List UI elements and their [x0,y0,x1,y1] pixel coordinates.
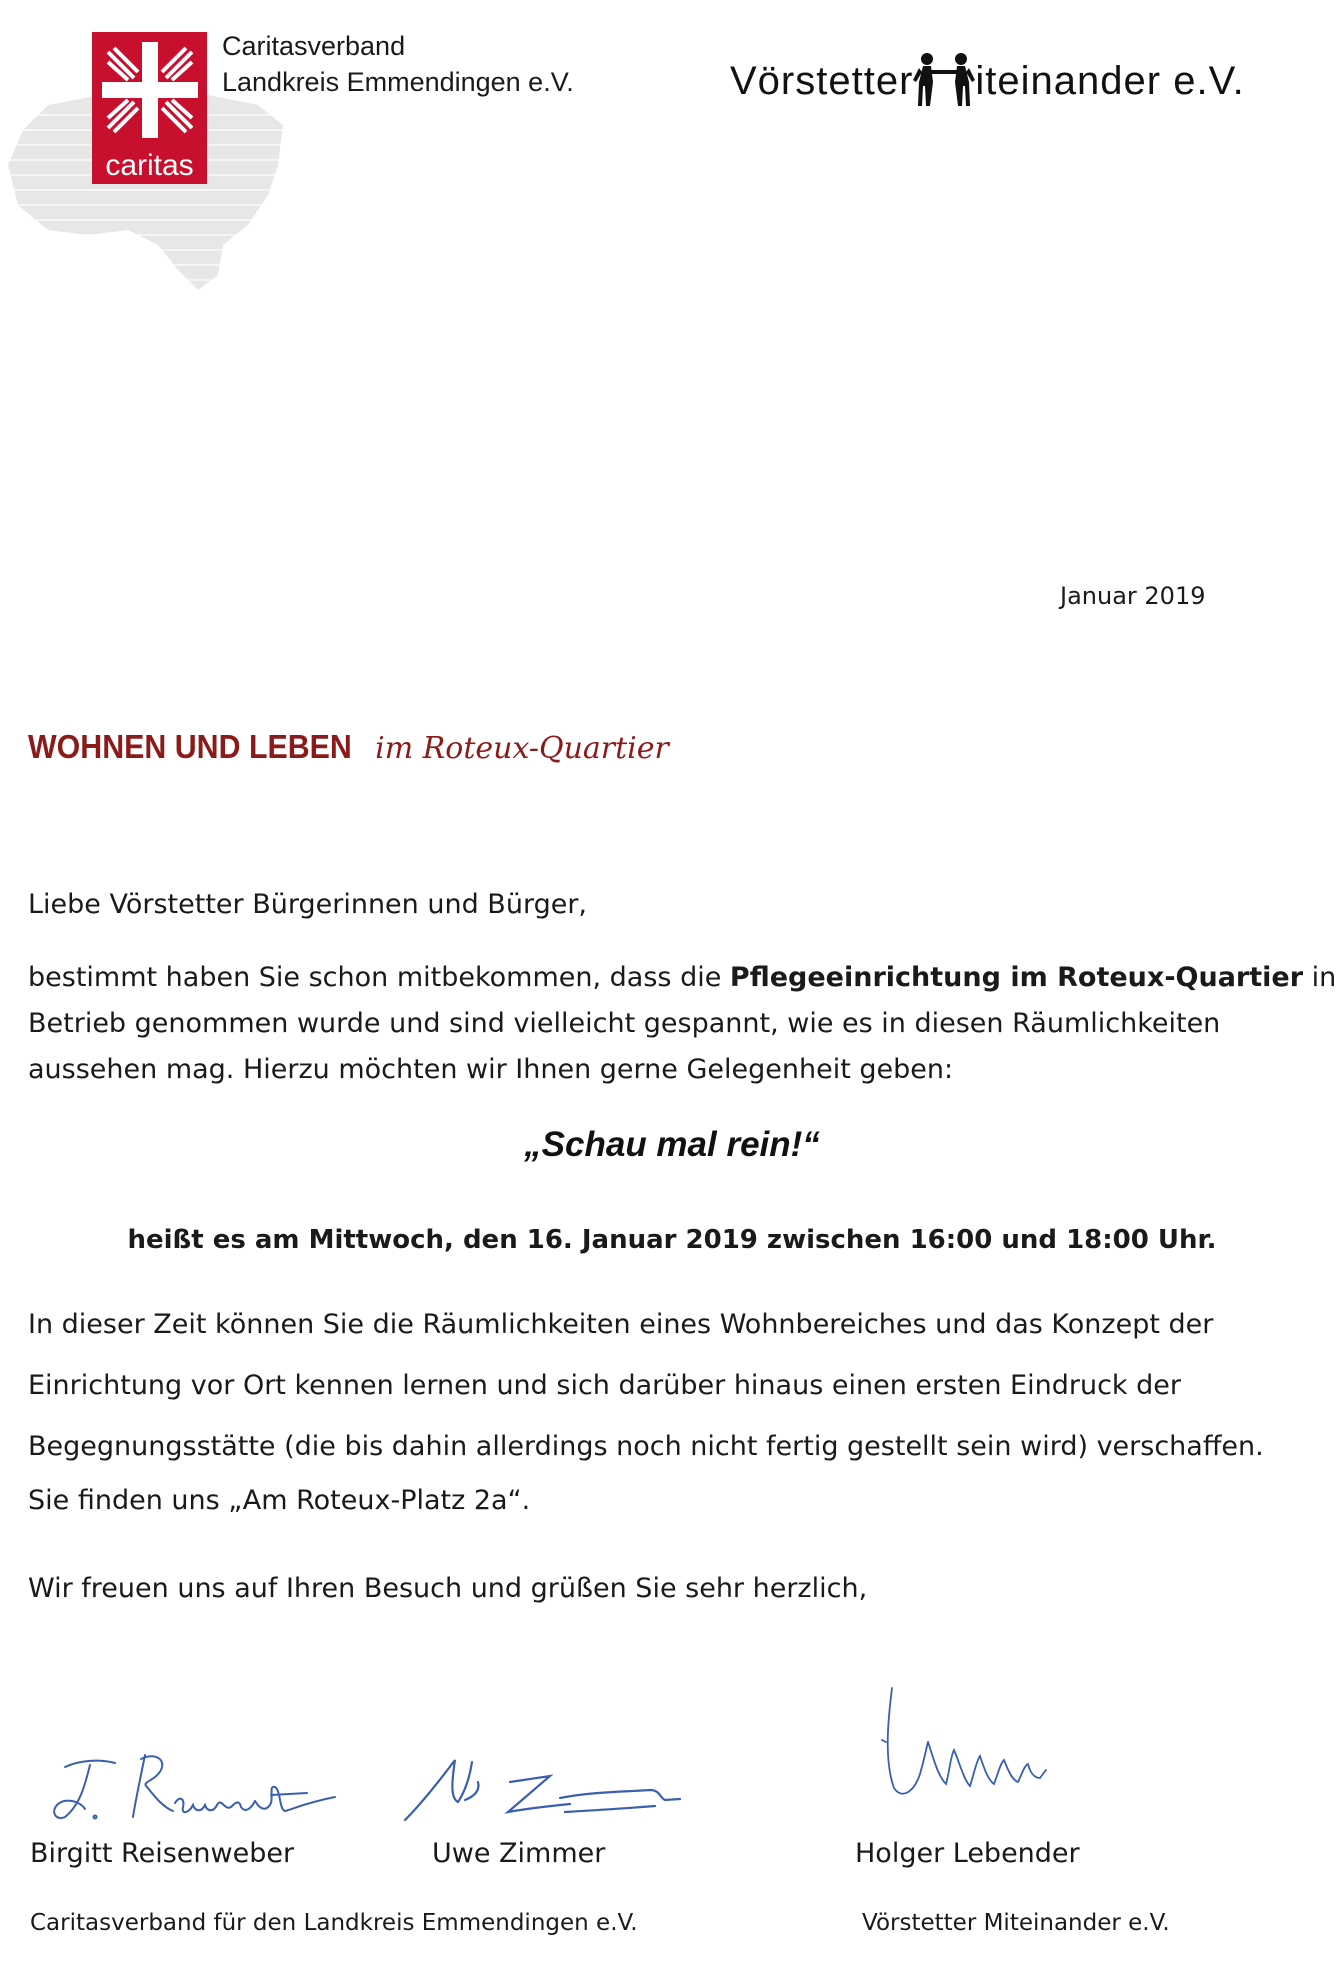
caritas-organization-name [222,28,574,100]
holding-hands-people-icon [913,52,975,108]
organization-caritas: Caritasverband für den Landkreis Emmendingen e.V. [30,1910,638,1936]
caritas-logo-word: caritas [105,149,194,182]
details-line3: Begegnungsstätte (die bis dahin allerdings noch nicht fertig gestellt sein wird) verschaffen. [28,1431,1264,1462]
caritas-org-line2: Landkreis Emmendingen e.V. [222,67,574,97]
details-line1: In dieser Zeit können Sie die Räumlichkeiten eines Wohnbereiches und das Konzept der [28,1309,1214,1340]
intro-bold-text: Pflegeeinrichtung im Roteux-Quartier [729,962,1304,993]
letter-date: Januar 2019 [1060,582,1206,610]
caritas-org-line1: Caritasverband [222,31,406,61]
event-address: Sie finden uns „Am Roteux-Platz 2a“. [28,1485,531,1516]
intro-text-part2: in [1303,962,1337,993]
organization-voerstetter: Vörstetter Miteinander e.V. [862,1910,1170,1936]
voerstetter-logo [730,52,1245,104]
signer-name-zimmer: Uwe Zimmer [432,1838,606,1869]
signature-lebender [880,1680,1100,1820]
letter-headline [28,728,669,766]
intro-line2: Betrieb genommen wurde und sind vielleicht gespannt, wie es in diesen Räumlichkeiten [28,1008,1221,1039]
signature-reisenweber [35,1725,345,1835]
headline-script: im Roteux-Quartier [375,731,669,766]
caritas-cross-icon [100,40,200,140]
voerstetter-logo-text-before: Vörstetter [730,59,914,103]
signature-zimmer [400,1720,690,1830]
letter-greeting: Liebe Vörstetter Bürgerinnen und Bürger, [28,889,587,920]
letter-details-paragraph [28,1294,1318,1477]
letter-intro-paragraph [28,955,1337,1093]
intro-line3: aussehen mag. Hierzu möchten wir Ihnen gerne Gelegenheit geben: [28,1054,954,1085]
voerstetter-logo-text-after: iteinander e.V. [975,59,1245,103]
letter-closing: Wir freuen uns auf Ihren Besuch und grüßen Sie sehr herzlich, [28,1573,868,1604]
signer-name-lebender: Holger Lebender [855,1838,1080,1869]
signer-name-reisenweber: Birgitt Reisenweber [30,1838,295,1869]
event-date-time: heißt es am Mittwoch, den 16. Januar 2019 zwischen 16:00 und 18:00 Uhr. [127,1225,1217,1255]
headline-caps: WOHNEN UND LEBEN [28,728,352,765]
intro-text-part1: bestimmt haben Sie schon mitbekommen, dass die [28,962,730,993]
event-motto: „Schau mal rein!“ [524,1125,820,1164]
intro-line1 [28,955,1337,1001]
details-line2: Einrichtung vor Ort kennen lernen und sich darüber hinaus einen ersten Eindruck der [28,1370,1181,1401]
